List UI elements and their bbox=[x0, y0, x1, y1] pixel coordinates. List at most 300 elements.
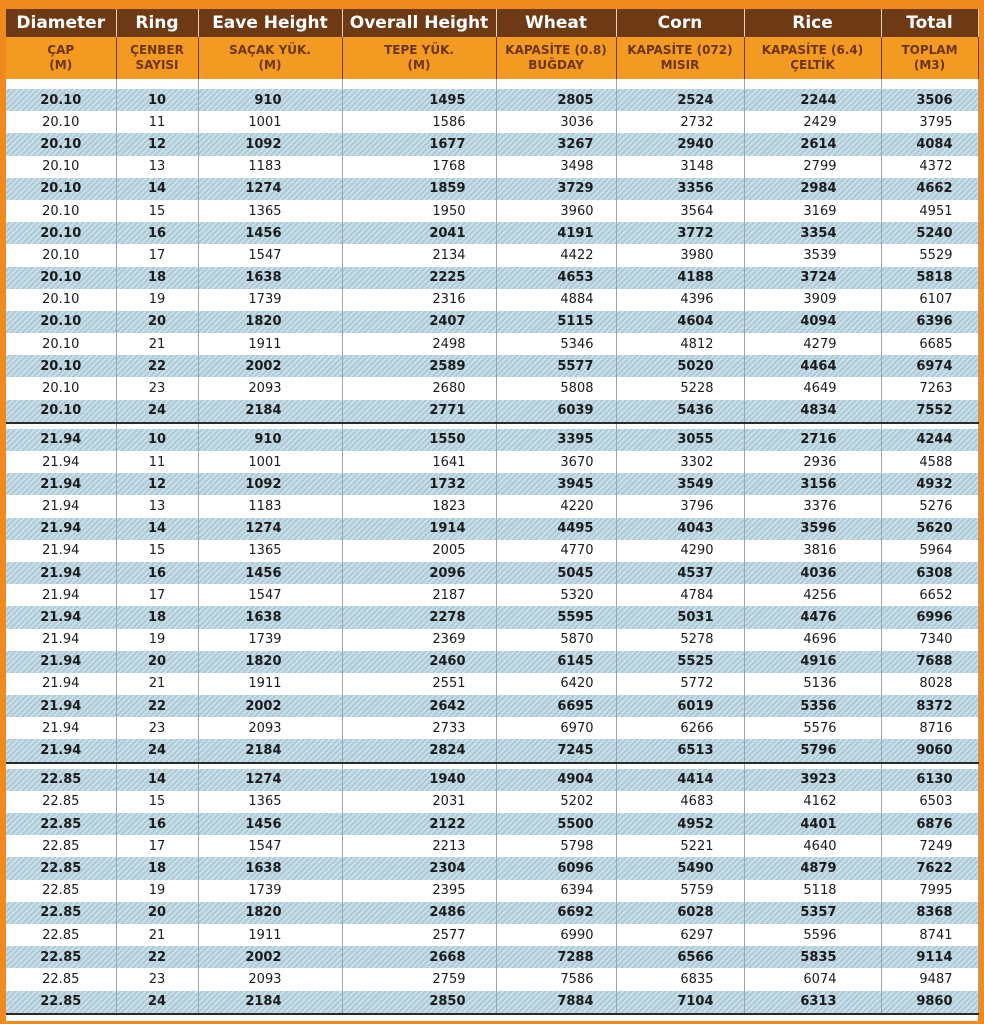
table-cell: 4372 bbox=[881, 156, 978, 178]
header-rice: Rice bbox=[744, 9, 881, 37]
table-cell: 24 bbox=[116, 400, 198, 423]
table-cell: 5595 bbox=[496, 606, 616, 628]
table-cell: 5045 bbox=[496, 562, 616, 584]
subheader-line: MISIR bbox=[660, 58, 700, 72]
table-cell: 5020 bbox=[616, 355, 744, 377]
table-cell: 4537 bbox=[616, 562, 744, 584]
table-cell: 3729 bbox=[496, 178, 616, 200]
table-row bbox=[6, 133, 978, 155]
header-total: Total bbox=[881, 9, 978, 37]
table-cell: 2824 bbox=[342, 739, 496, 762]
table-cell: 21.94 bbox=[6, 451, 116, 473]
table-cell: 1495 bbox=[342, 89, 496, 111]
table-cell: 20.10 bbox=[6, 156, 116, 178]
subheader-kapasite-celtik bbox=[744, 37, 881, 79]
table-cell: 5320 bbox=[496, 584, 616, 606]
table-cell: 21 bbox=[116, 333, 198, 355]
table-cell: 21.94 bbox=[6, 673, 116, 695]
header-gap bbox=[6, 79, 978, 89]
table-cell: 5276 bbox=[881, 495, 978, 517]
table-cell: 17 bbox=[116, 835, 198, 857]
table-cell: 5118 bbox=[744, 880, 881, 902]
table-cell: 21.94 bbox=[6, 495, 116, 517]
table-cell: 1547 bbox=[198, 835, 342, 857]
table-cell: 2940 bbox=[616, 133, 744, 155]
table-cell: 21.94 bbox=[6, 606, 116, 628]
table-cell: 1638 bbox=[198, 857, 342, 879]
table-row bbox=[6, 880, 978, 902]
table-cell: 3539 bbox=[744, 244, 881, 266]
table-row bbox=[6, 222, 978, 244]
table-cell: 1911 bbox=[198, 673, 342, 695]
table-cell: 4879 bbox=[744, 857, 881, 879]
table-row bbox=[6, 968, 978, 990]
table-cell: 2031 bbox=[342, 791, 496, 813]
subheader-toplam bbox=[881, 37, 978, 79]
table-cell: 4188 bbox=[616, 267, 744, 289]
table-cell: 6835 bbox=[616, 968, 744, 990]
table-cell: 1739 bbox=[198, 629, 342, 651]
table-cell: 20.10 bbox=[6, 333, 116, 355]
table-cell: 22.85 bbox=[6, 991, 116, 1014]
subheader-sacak-yuk bbox=[198, 37, 342, 79]
table-row bbox=[6, 606, 978, 628]
table-cell: 2551 bbox=[342, 673, 496, 695]
table-cell: 4094 bbox=[744, 311, 881, 333]
table-cell: 7995 bbox=[881, 880, 978, 902]
table-cell: 2614 bbox=[744, 133, 881, 155]
table-cell: 6096 bbox=[496, 857, 616, 879]
table-cell: 22.85 bbox=[6, 946, 116, 968]
table-cell: 5500 bbox=[496, 813, 616, 835]
table-cell: 20.10 bbox=[6, 133, 116, 155]
table-cell: 4495 bbox=[496, 518, 616, 540]
table-cell: 7263 bbox=[881, 377, 978, 399]
table-cell: 23 bbox=[116, 717, 198, 739]
table-cell: 19 bbox=[116, 880, 198, 902]
table-cell: 1274 bbox=[198, 518, 342, 540]
table-cell: 1638 bbox=[198, 606, 342, 628]
table-cell: 1911 bbox=[198, 924, 342, 946]
table-cell: 1641 bbox=[342, 451, 496, 473]
table-row bbox=[6, 695, 978, 717]
table-row bbox=[6, 791, 978, 813]
table-row bbox=[6, 311, 978, 333]
table-cell: 910 bbox=[198, 89, 342, 111]
subheader-line: (M) bbox=[407, 58, 431, 72]
table-cell: 16 bbox=[116, 813, 198, 835]
table-cell: 4952 bbox=[616, 813, 744, 835]
table-cell: 23 bbox=[116, 968, 198, 990]
table-cell: 12 bbox=[116, 473, 198, 495]
table-cell: 2771 bbox=[342, 400, 496, 423]
table-cell: 1274 bbox=[198, 178, 342, 200]
table-cell: 22.85 bbox=[6, 769, 116, 791]
subheader-line: BUĞDAY bbox=[528, 58, 584, 72]
table-cell: 2732 bbox=[616, 111, 744, 133]
table-cell: 1274 bbox=[198, 769, 342, 791]
table-row bbox=[6, 377, 978, 399]
table-cell: 21.94 bbox=[6, 429, 116, 451]
table-row bbox=[6, 333, 978, 355]
table-row bbox=[6, 451, 978, 473]
table-cell: 4696 bbox=[744, 629, 881, 651]
table-cell: 5596 bbox=[744, 924, 881, 946]
table-cell: 5356 bbox=[744, 695, 881, 717]
table-cell: 7104 bbox=[616, 991, 744, 1014]
table-cell: 5346 bbox=[496, 333, 616, 355]
table-cell: 2002 bbox=[198, 695, 342, 717]
table-cell: 1820 bbox=[198, 902, 342, 924]
table-cell: 6313 bbox=[744, 991, 881, 1014]
table-row bbox=[6, 835, 978, 857]
table-cell: 4162 bbox=[744, 791, 881, 813]
table-cell: 22.85 bbox=[6, 880, 116, 902]
table-cell: 5278 bbox=[616, 629, 744, 651]
table-cell: 3267 bbox=[496, 133, 616, 155]
table-cell: 5202 bbox=[496, 791, 616, 813]
table-cell: 5808 bbox=[496, 377, 616, 399]
subheader-line: SAYISI bbox=[135, 58, 179, 72]
table-cell: 6019 bbox=[616, 695, 744, 717]
table-cell: 7340 bbox=[881, 629, 978, 651]
table-cell: 8368 bbox=[881, 902, 978, 924]
table-cell: 1739 bbox=[198, 289, 342, 311]
table-cell: 2005 bbox=[342, 540, 496, 562]
table-cell: 20.10 bbox=[6, 355, 116, 377]
header-overall-height: Overall Height bbox=[342, 9, 496, 37]
table-cell: 1732 bbox=[342, 473, 496, 495]
table-cell: 4422 bbox=[496, 244, 616, 266]
table-cell: 3564 bbox=[616, 200, 744, 222]
subheader-line: ÇELTİK bbox=[790, 58, 835, 72]
table-cell: 3354 bbox=[744, 222, 881, 244]
subheader-line: KAPASİTE (6.4) bbox=[761, 43, 864, 57]
table-cell: 10 bbox=[116, 89, 198, 111]
table-cell: 6394 bbox=[496, 880, 616, 902]
table-cell: 2498 bbox=[342, 333, 496, 355]
table-cell: 2589 bbox=[342, 355, 496, 377]
table-cell: 4256 bbox=[744, 584, 881, 606]
table-cell: 22.85 bbox=[6, 813, 116, 835]
table-cell: 9860 bbox=[881, 991, 978, 1014]
table-cell: 6566 bbox=[616, 946, 744, 968]
table-cell: 910 bbox=[198, 429, 342, 451]
subheader-line: (M3) bbox=[913, 58, 946, 72]
table-cell: 1638 bbox=[198, 267, 342, 289]
table-cell: 4784 bbox=[616, 584, 744, 606]
table-cell: 6513 bbox=[616, 739, 744, 762]
table-cell: 2680 bbox=[342, 377, 496, 399]
english-header-row bbox=[6, 9, 978, 37]
table-cell: 6074 bbox=[744, 968, 881, 990]
table-row bbox=[6, 540, 978, 562]
table-cell: 1001 bbox=[198, 111, 342, 133]
table-cell: 4220 bbox=[496, 495, 616, 517]
table-cell: 7622 bbox=[881, 857, 978, 879]
table-cell: 21.94 bbox=[6, 518, 116, 540]
table-cell: 2041 bbox=[342, 222, 496, 244]
table-cell: 1823 bbox=[342, 495, 496, 517]
table-cell: 7245 bbox=[496, 739, 616, 762]
table-cell: 4084 bbox=[881, 133, 978, 155]
table-cell: 2225 bbox=[342, 267, 496, 289]
table-cell: 5576 bbox=[744, 717, 881, 739]
table-cell: 4396 bbox=[616, 289, 744, 311]
table-cell: 14 bbox=[116, 178, 198, 200]
table-row bbox=[6, 156, 978, 178]
table-cell: 21.94 bbox=[6, 540, 116, 562]
table-cell: 4662 bbox=[881, 178, 978, 200]
table-cell: 2134 bbox=[342, 244, 496, 266]
table-row bbox=[6, 562, 978, 584]
table-cell: 13 bbox=[116, 156, 198, 178]
table-cell: 2805 bbox=[496, 89, 616, 111]
table-cell: 1950 bbox=[342, 200, 496, 222]
table-cell: 7884 bbox=[496, 991, 616, 1014]
table-cell: 3923 bbox=[744, 769, 881, 791]
table-row bbox=[6, 429, 978, 451]
table-cell: 16 bbox=[116, 222, 198, 244]
table-row bbox=[6, 673, 978, 695]
table-cell: 3302 bbox=[616, 451, 744, 473]
table-cell: 14 bbox=[116, 769, 198, 791]
table-cell: 2244 bbox=[744, 89, 881, 111]
table-cell: 3036 bbox=[496, 111, 616, 133]
table-cell: 3670 bbox=[496, 451, 616, 473]
table-cell: 4290 bbox=[616, 540, 744, 562]
table-cell: 4951 bbox=[881, 200, 978, 222]
table-cell: 4191 bbox=[496, 222, 616, 244]
table-cell: 3148 bbox=[616, 156, 744, 178]
table-cell: 4401 bbox=[744, 813, 881, 835]
table-cell: 5577 bbox=[496, 355, 616, 377]
table-cell: 22.85 bbox=[6, 857, 116, 879]
silo-capacity-table bbox=[6, 9, 979, 1015]
table-cell: 5759 bbox=[616, 880, 744, 902]
table-row bbox=[6, 946, 978, 968]
table-cell: 8028 bbox=[881, 673, 978, 695]
table-cell: 21 bbox=[116, 673, 198, 695]
table-cell: 2184 bbox=[198, 739, 342, 762]
table-cell: 2002 bbox=[198, 355, 342, 377]
table-row bbox=[6, 584, 978, 606]
table-cell: 2716 bbox=[744, 429, 881, 451]
table-cell: 7586 bbox=[496, 968, 616, 990]
table-cell: 5772 bbox=[616, 673, 744, 695]
table-cell: 9114 bbox=[881, 946, 978, 968]
table-cell: 6652 bbox=[881, 584, 978, 606]
table-cell: 1586 bbox=[342, 111, 496, 133]
table-cell: 4640 bbox=[744, 835, 881, 857]
table-cell: 3960 bbox=[496, 200, 616, 222]
table-cell: 4812 bbox=[616, 333, 744, 355]
table-cell: 4036 bbox=[744, 562, 881, 584]
table-cell: 4834 bbox=[744, 400, 881, 423]
table-row bbox=[6, 717, 978, 739]
table-cell: 4604 bbox=[616, 311, 744, 333]
table-cell: 6692 bbox=[496, 902, 616, 924]
table-cell: 12 bbox=[116, 133, 198, 155]
table-cell: 3795 bbox=[881, 111, 978, 133]
table-cell: 1092 bbox=[198, 473, 342, 495]
table-row bbox=[6, 629, 978, 651]
table-cell: 5796 bbox=[744, 739, 881, 762]
subheader-line: TEPE YÜK. bbox=[384, 43, 454, 57]
silo-capacity-table-panel bbox=[6, 9, 978, 1021]
table-cell: 1940 bbox=[342, 769, 496, 791]
table-cell: 3156 bbox=[744, 473, 881, 495]
table-row bbox=[6, 244, 978, 266]
table-cell: 21.94 bbox=[6, 629, 116, 651]
subheader-tepe-yuk bbox=[342, 37, 496, 79]
table-cell: 5136 bbox=[744, 673, 881, 695]
table-cell: 13 bbox=[116, 495, 198, 517]
table-cell: 6685 bbox=[881, 333, 978, 355]
table-cell: 2642 bbox=[342, 695, 496, 717]
table-cell: 4043 bbox=[616, 518, 744, 540]
table-cell: 6876 bbox=[881, 813, 978, 835]
table-cell: 6503 bbox=[881, 791, 978, 813]
table-cell: 1677 bbox=[342, 133, 496, 155]
table-cell: 2213 bbox=[342, 835, 496, 857]
table-cell: 22.85 bbox=[6, 791, 116, 813]
table-cell: 6308 bbox=[881, 562, 978, 584]
table-row bbox=[6, 902, 978, 924]
table-cell: 1547 bbox=[198, 584, 342, 606]
table-cell: 19 bbox=[116, 289, 198, 311]
table-cell: 2429 bbox=[744, 111, 881, 133]
header-wheat: Wheat bbox=[496, 9, 616, 37]
table-cell: 2316 bbox=[342, 289, 496, 311]
table-cell: 7249 bbox=[881, 835, 978, 857]
table-cell: 21.94 bbox=[6, 651, 116, 673]
table-cell: 20.10 bbox=[6, 89, 116, 111]
table-row bbox=[6, 473, 978, 495]
table-cell: 11 bbox=[116, 451, 198, 473]
table-cell: 2304 bbox=[342, 857, 496, 879]
table-row bbox=[6, 857, 978, 879]
subheader-line: TOPLAM bbox=[901, 43, 958, 57]
subheader-cap bbox=[6, 37, 116, 79]
table-row bbox=[6, 924, 978, 946]
subheader-line: (M) bbox=[258, 58, 282, 72]
table-cell: 6420 bbox=[496, 673, 616, 695]
table-body bbox=[6, 89, 978, 1014]
table-cell: 3945 bbox=[496, 473, 616, 495]
table-cell: 5221 bbox=[616, 835, 744, 857]
table-cell: 1911 bbox=[198, 333, 342, 355]
table-cell: 1456 bbox=[198, 562, 342, 584]
table-cell: 9487 bbox=[881, 968, 978, 990]
table-cell: 22 bbox=[116, 946, 198, 968]
table-cell: 3816 bbox=[744, 540, 881, 562]
table-cell: 8741 bbox=[881, 924, 978, 946]
table-cell: 5115 bbox=[496, 311, 616, 333]
turkish-header-row bbox=[6, 37, 978, 79]
table-cell: 20.10 bbox=[6, 178, 116, 200]
table-cell: 1768 bbox=[342, 156, 496, 178]
table-cell: 2733 bbox=[342, 717, 496, 739]
table-cell: 6297 bbox=[616, 924, 744, 946]
table-cell: 5798 bbox=[496, 835, 616, 857]
table-cell: 3796 bbox=[616, 495, 744, 517]
table-cell: 3506 bbox=[881, 89, 978, 111]
table-cell: 22.85 bbox=[6, 968, 116, 990]
table-cell: 2850 bbox=[342, 991, 496, 1014]
table-cell: 4279 bbox=[744, 333, 881, 355]
table-row bbox=[6, 769, 978, 791]
table-cell: 6974 bbox=[881, 355, 978, 377]
subheader-line: ÇENBER bbox=[130, 43, 184, 57]
table-cell: 17 bbox=[116, 584, 198, 606]
table-cell: 5031 bbox=[616, 606, 744, 628]
table-cell: 2395 bbox=[342, 880, 496, 902]
table-cell: 4476 bbox=[744, 606, 881, 628]
table-cell: 11 bbox=[116, 111, 198, 133]
table-cell: 20.10 bbox=[6, 377, 116, 399]
table-cell: 2278 bbox=[342, 606, 496, 628]
table-row bbox=[6, 111, 978, 133]
table-cell: 6145 bbox=[496, 651, 616, 673]
table-cell: 3909 bbox=[744, 289, 881, 311]
table-cell: 4464 bbox=[744, 355, 881, 377]
table-cell: 10 bbox=[116, 429, 198, 451]
table-cell: 6396 bbox=[881, 311, 978, 333]
table-cell: 15 bbox=[116, 540, 198, 562]
table-cell: 19 bbox=[116, 629, 198, 651]
table-row bbox=[6, 991, 978, 1014]
table-cell: 22.85 bbox=[6, 902, 116, 924]
table-cell: 23 bbox=[116, 377, 198, 399]
table-cell: 5835 bbox=[744, 946, 881, 968]
table-cell: 5228 bbox=[616, 377, 744, 399]
table-cell: 4916 bbox=[744, 651, 881, 673]
table-row bbox=[6, 400, 978, 423]
table-cell: 14 bbox=[116, 518, 198, 540]
table-cell: 2002 bbox=[198, 946, 342, 968]
table-cell: 18 bbox=[116, 857, 198, 879]
table-cell: 1859 bbox=[342, 178, 496, 200]
table-cell: 2093 bbox=[198, 717, 342, 739]
table-cell: 2096 bbox=[342, 562, 496, 584]
table-row bbox=[6, 200, 978, 222]
subheader-line: KAPASİTE (0.8) bbox=[505, 43, 607, 57]
table-cell: 5870 bbox=[496, 629, 616, 651]
table-cell: 20.10 bbox=[6, 267, 116, 289]
table-cell: 1550 bbox=[342, 429, 496, 451]
table-cell: 1739 bbox=[198, 880, 342, 902]
table-cell: 5529 bbox=[881, 244, 978, 266]
table-cell: 20.10 bbox=[6, 289, 116, 311]
table-cell: 6130 bbox=[881, 769, 978, 791]
table-cell: 21.94 bbox=[6, 584, 116, 606]
table-cell: 20.10 bbox=[6, 200, 116, 222]
table-cell: 2184 bbox=[198, 400, 342, 423]
table-cell: 21.94 bbox=[6, 695, 116, 717]
table-cell: 5525 bbox=[616, 651, 744, 673]
table-cell: 20.10 bbox=[6, 222, 116, 244]
subheader-kapasite-bugday bbox=[496, 37, 616, 79]
table-cell: 2184 bbox=[198, 991, 342, 1014]
subheader-line: SAÇAK YÜK. bbox=[229, 43, 311, 57]
table-cell: 3549 bbox=[616, 473, 744, 495]
subheader-kapasite-misir bbox=[616, 37, 744, 79]
table-cell: 15 bbox=[116, 791, 198, 813]
table-cell: 1365 bbox=[198, 791, 342, 813]
table-cell: 4649 bbox=[744, 377, 881, 399]
table-cell: 20 bbox=[116, 311, 198, 333]
